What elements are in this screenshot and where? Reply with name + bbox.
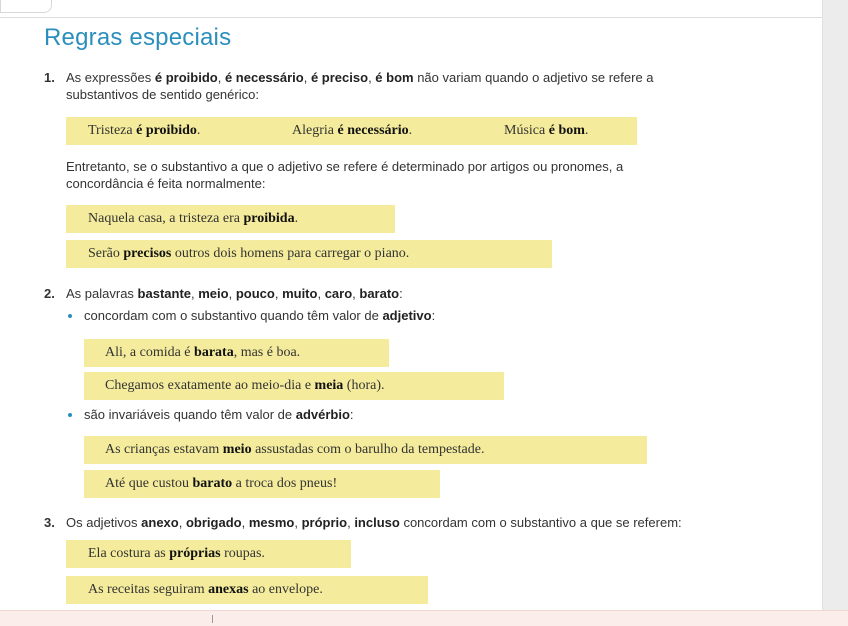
- term: obrigado: [185, 515, 242, 530]
- rule-2-bullet-2: são invariáveis quando têm valor de advérbio:: [84, 407, 354, 422]
- rule-1-intro: As expressões é proibido, é necessário, é preciso, é bom não variam quando o adjetivo se refere a substantivos de sentido genérico:: [66, 70, 654, 102]
- term: meio: [198, 286, 229, 301]
- rule-2-example-3: As crianças estavam meio assustadas com o barulho da tempestade.: [84, 436, 647, 464]
- bottom-bar: [0, 610, 848, 626]
- rule-1-number: 1.: [44, 70, 55, 85]
- rule-2-number: 2.: [44, 286, 55, 301]
- term: é preciso: [310, 70, 369, 85]
- rule-2-intro: As palavras bastante, meio, pouco, muito, caro, barato:: [66, 286, 403, 301]
- term: pouco: [235, 286, 275, 301]
- term: bastante: [137, 286, 192, 301]
- term: é necessário: [224, 70, 304, 85]
- bullet-dot: [68, 314, 72, 318]
- section-title: Regras especiais: [44, 24, 232, 51]
- rule-3-example-2: As receitas seguiram anexas ao envelope.: [66, 576, 428, 604]
- scrollbar-track[interactable]: [822, 0, 848, 610]
- term: incluso: [354, 515, 400, 530]
- term: barato: [359, 286, 400, 301]
- term: muito: [282, 286, 318, 301]
- rule-3-example-1: Ela costura as próprias roupas.: [66, 540, 351, 568]
- rule-1-example-1: Naquela casa, a tristeza era proibida.: [66, 205, 395, 233]
- term: é bom: [375, 70, 414, 85]
- rule-3-number: 3.: [44, 515, 55, 530]
- example-alegria: Alegria é necessário.: [292, 123, 413, 138]
- term: anexo: [141, 515, 179, 530]
- term: próprio: [301, 515, 348, 530]
- rule-1-example-inline: [66, 117, 637, 145]
- term: caro: [324, 286, 353, 301]
- rule-3-intro: Os adjetivos anexo, obrigado, mesmo, próprio, incluso concordam com o substantivo a que se referem:: [66, 515, 682, 530]
- bottom-tick: [212, 615, 213, 623]
- term: mesmo: [248, 515, 295, 530]
- top-divider: [0, 17, 822, 18]
- bullet-dot: [68, 413, 72, 417]
- example-musica: Música é bom.: [504, 123, 589, 138]
- tab-stub: [0, 0, 52, 13]
- example-tristeza: Tristeza é proibido.: [88, 123, 201, 138]
- rule-1-note: Entretanto, se o substantivo a que o adjetivo se refere é determinado por artigos ou pronomes, a concordância é feita normalmente:: [66, 159, 624, 191]
- rule-2-example-1: Ali, a comida é barata, mas é boa.: [84, 339, 389, 367]
- rule-2-example-2: Chegamos exatamente ao meio-dia e meia (hora).: [84, 372, 504, 400]
- rule-2-example-4: Até que custou barato a troca dos pneus!: [84, 470, 440, 498]
- rule-1-example-2: Serão precisos outros dois homens para carregar o piano.: [66, 240, 552, 268]
- term: é proibido: [154, 70, 218, 85]
- rule-2-bullet-1: concordam com o substantivo quando têm valor de adjetivo:: [84, 308, 436, 323]
